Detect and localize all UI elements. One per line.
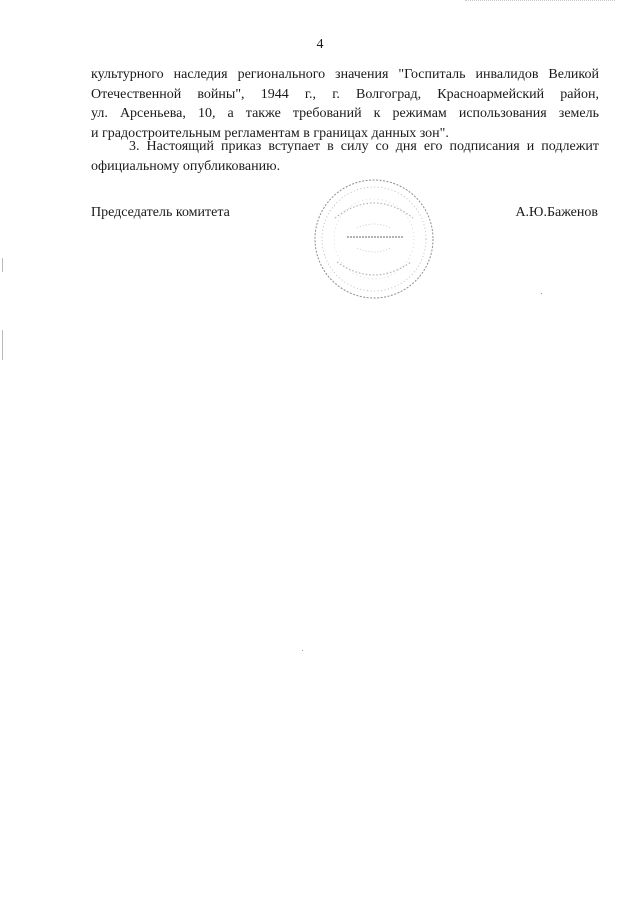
text-line: и градостроительным регламентам в границах данных зон". xyxy=(91,125,449,141)
seal-lettering-arc xyxy=(337,262,411,275)
scan-speck xyxy=(541,293,542,294)
seal-center-ring xyxy=(334,199,414,279)
page-number: 4 xyxy=(316,37,324,52)
signatory-position: Председатель комитета xyxy=(91,205,230,220)
seal-outer-ring xyxy=(315,180,433,298)
seal-emblem xyxy=(357,224,391,228)
scan-speck xyxy=(302,650,303,651)
seal-emblem xyxy=(357,248,391,252)
scan-margin-mark xyxy=(2,258,3,272)
scan-margin-mark xyxy=(2,330,3,360)
top-edge-artifact xyxy=(465,0,615,2)
seal-lettering-arc xyxy=(335,203,413,218)
text-line: ул. Арсеньева, 10, а также требований к режимам использования земель xyxy=(91,106,599,121)
signatory-name: А.Ю.Баженов xyxy=(515,205,598,220)
paragraph-3 xyxy=(91,137,599,176)
text-line: официальному опубликованию. xyxy=(91,158,281,174)
paragraph-continuation xyxy=(91,65,599,143)
text-line: Отечественной войны", 1944 г., г. Волгоград, Красноармейский район, xyxy=(91,86,599,102)
official-seal-stamp xyxy=(313,178,435,300)
text-line: 3. Настоящий приказ вступает в силу со дня его подписания и подлежит xyxy=(129,139,599,154)
text-line: культурного наследия регионального значения "Госпиталь инвалидов Великой xyxy=(91,67,599,82)
